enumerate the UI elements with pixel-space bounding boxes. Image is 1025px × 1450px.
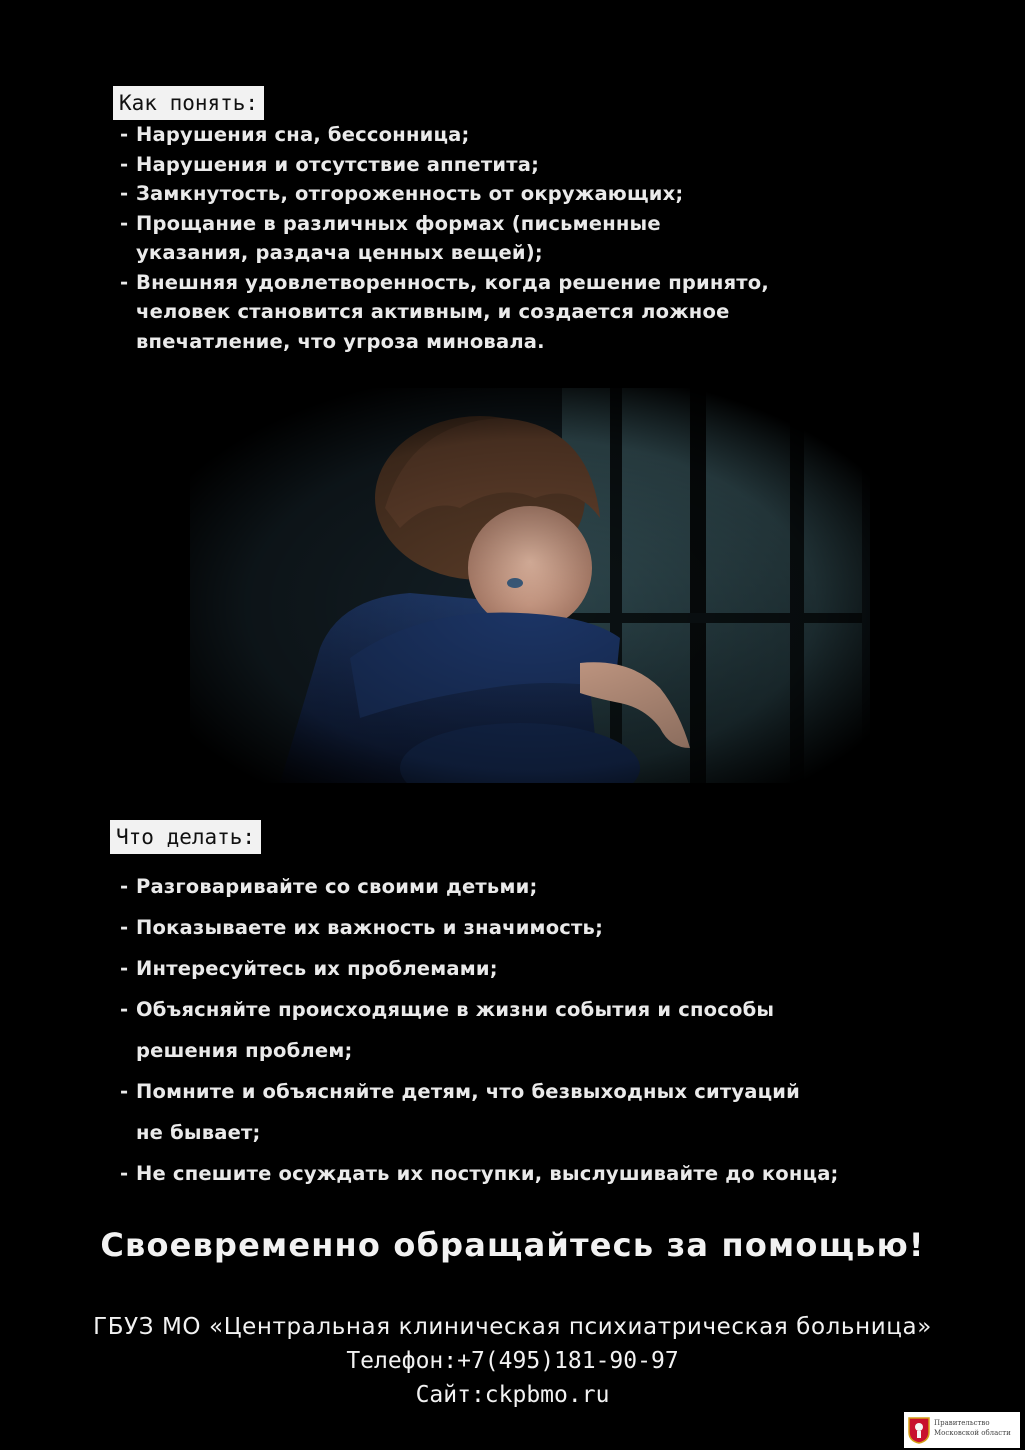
sad-boy-photo xyxy=(190,388,870,783)
signs-heading: Как понять: xyxy=(113,86,264,120)
actions-list xyxy=(118,866,878,1194)
website-link[interactable]: Сайт:ckpbmo.ru xyxy=(415,1382,610,1408)
actions-heading: Что делать: xyxy=(110,820,261,854)
list-item: - Внешняя удовлетворенность, когда решение принято, человек становится активным, и создается ложное впечатление, что угроза миновала. xyxy=(118,268,786,357)
emblem-text: Правительство Московской области xyxy=(934,1419,1011,1437)
list-item: - Замкнутость, отгороженность от окружающих; xyxy=(118,179,838,209)
list-item: - Помните и объясняйте детям, что безвыходных ситуаций не бывает; xyxy=(118,1071,826,1153)
list-item: - Разговаривайте со своими детьми; xyxy=(118,866,878,907)
signs-list xyxy=(118,120,838,356)
list-item: - Прощание в различных формах (письменные указания, раздача ценных вещей); xyxy=(118,209,696,268)
phone-number: Телефон:+7(495)181-90-97 xyxy=(346,1348,679,1374)
government-emblem xyxy=(904,1412,1020,1448)
list-item: - Нарушения и отсутствие аппетита; xyxy=(118,150,838,180)
photo-illustration xyxy=(190,388,870,783)
moscow-oblast-coat-of-arms-icon xyxy=(908,1416,930,1444)
list-item: - Нарушения сна, бессонница; xyxy=(118,120,838,150)
list-item: - Интересуйтесь их проблемами; xyxy=(118,948,878,989)
list-item: - Объясняйте происходящие в жизни события и способы решения проблем; xyxy=(118,989,796,1071)
call-to-action: Своевременно обращайтесь за помощью! xyxy=(100,1226,925,1264)
list-item: - Не спешите осуждать их поступки, выслушивайте до конца; xyxy=(118,1153,878,1194)
list-item: - Показываете их важность и значимость; xyxy=(118,907,878,948)
organization-name: ГБУЗ МО «Центральная клиническая психиатрическая больница» xyxy=(93,1314,932,1340)
